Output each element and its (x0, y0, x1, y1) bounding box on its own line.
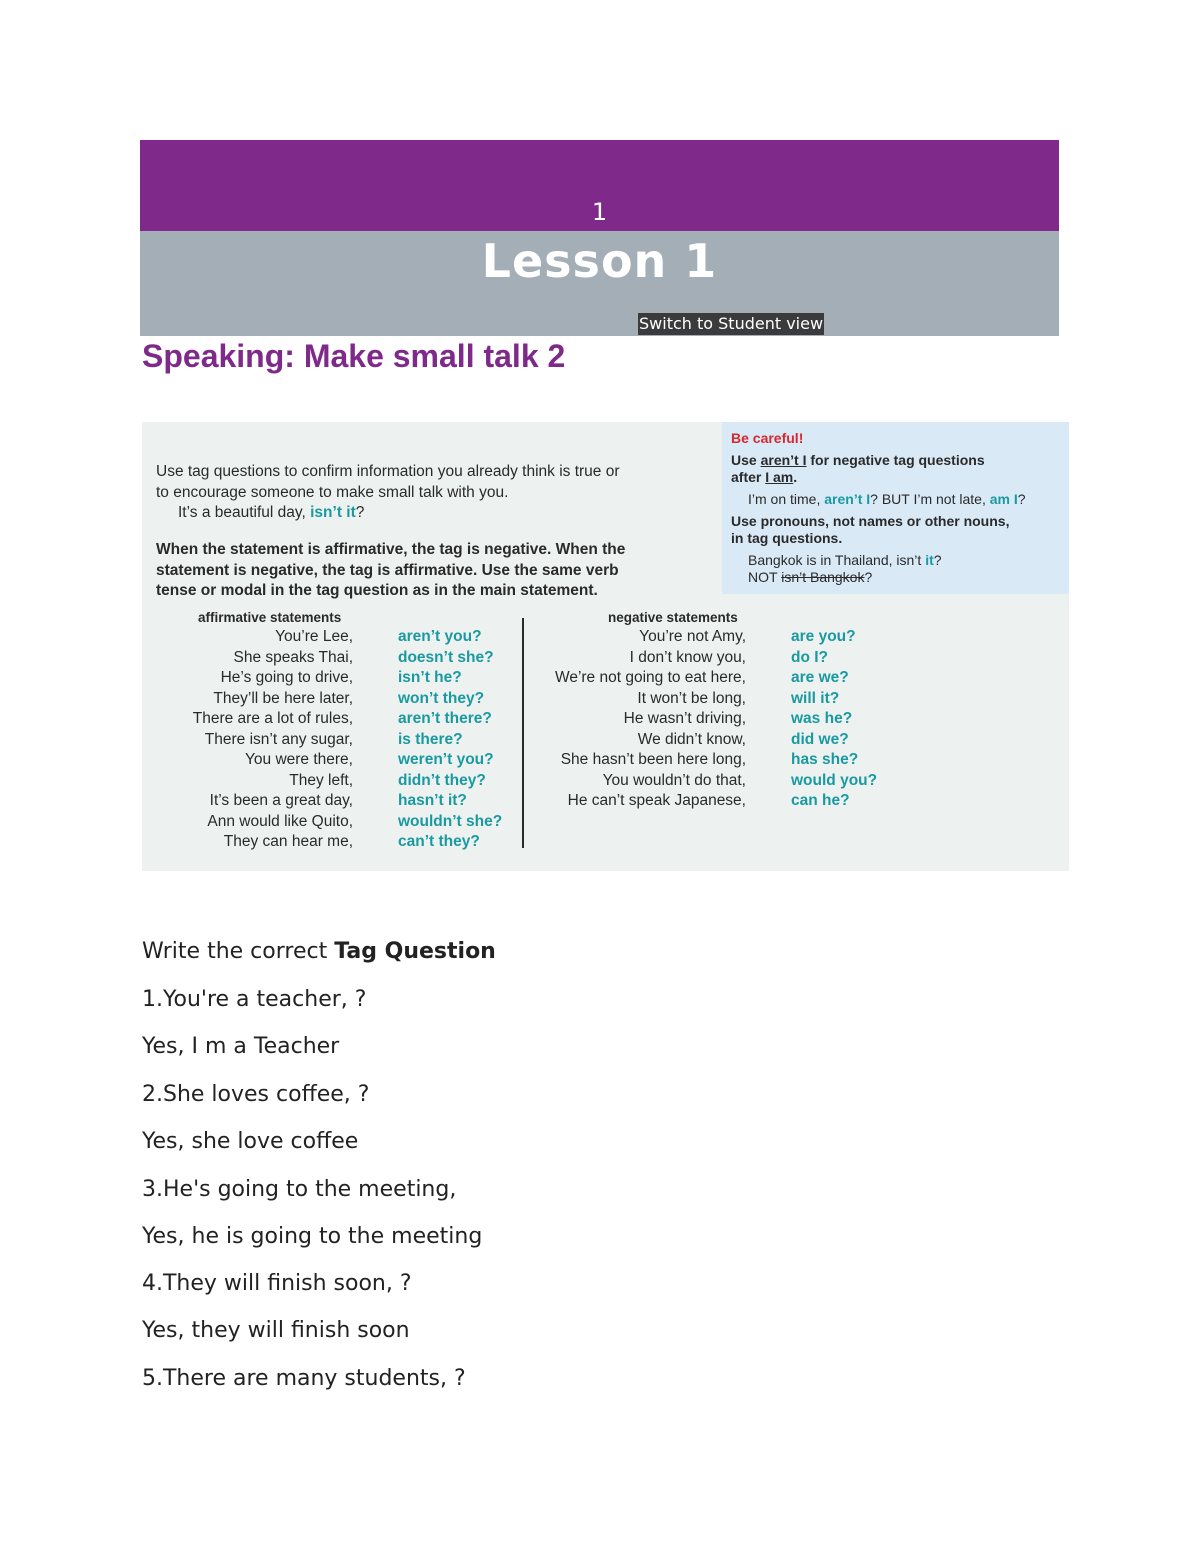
negative-tag: wouldn’t she? (398, 812, 503, 830)
be-careful-box (722, 422, 1069, 594)
exercise-instruction: Write the correct Tag Question (142, 939, 496, 964)
negative-tag: doesn’t she? (398, 648, 494, 666)
lesson-number: 1 (591, 198, 608, 226)
negative-statement: I don’t know you, (629, 648, 746, 666)
lesson-title: Lesson 1 (481, 234, 718, 288)
rule-line-2: statement is negative, the tag is affirmative. Use the same verb (156, 562, 619, 579)
affirmative-tag: has she? (791, 751, 859, 768)
affirmative-tag: was he? (791, 710, 853, 727)
column-divider (522, 618, 524, 848)
affirmative-statement: Ann would like Quito, (207, 812, 353, 830)
exercise-question-2: 2.She loves coffee, ? (142, 1082, 370, 1107)
affirmative-statement: She speaks Thai, (233, 648, 353, 666)
affirmative-tag: do I? (791, 648, 829, 666)
negative-statement: You’re not Amy, (639, 628, 746, 645)
rule-line-3: tense or modal in the tag question as in the main statement. (156, 582, 598, 599)
affirmative-statement: You’re Lee, (275, 628, 353, 645)
exercise-answer-3: Yes, he is going to the meeting (142, 1224, 483, 1249)
affirmative-tag: are we? (791, 669, 849, 686)
rule-line-1: When the statement is affirmative, the tag is negative. When the (156, 541, 626, 558)
negative-tag: weren’t you? (398, 751, 494, 768)
negative-header: negative statements (608, 610, 738, 625)
lesson-banner-bottom (140, 231, 1059, 336)
negative-tag: aren’t you? (398, 628, 482, 645)
negative-tag: is there? (398, 730, 463, 748)
careful-rule-2: Use pronouns, not names or other nouns, (731, 513, 1010, 529)
intro-line-2: to encourage someone to make small talk with you. (156, 484, 509, 501)
careful-example-1: I’m on time, aren’t I? BUT I’m not late, am I? (748, 491, 1026, 507)
negative-tag: hasn’t it? (398, 792, 467, 809)
exercise-answer-1: Yes, I m a Teacher (142, 1034, 340, 1059)
intro-line-1: Use tag questions to confirm information you already think is true or (156, 463, 620, 480)
section-heading: Speaking: Make small talk 2 (142, 338, 566, 374)
negative-statement: He can’t speak Japanese, (567, 792, 746, 809)
lesson-banner-top (140, 140, 1059, 231)
negative-tag: didn’t they? (398, 771, 486, 789)
affirmative-tag: would you? (791, 771, 878, 789)
affirmative-statement: They left, (289, 771, 353, 789)
affirmative-tag: did we? (791, 730, 849, 748)
affirmative-tag: will it? (791, 689, 840, 707)
careful-rule-2-cont: in tag questions. (731, 530, 843, 546)
careful-rule-1-cont: after I am. (731, 469, 798, 485)
negative-statements-column (555, 627, 746, 812)
exercise-answer-2: Yes, she love coffee (142, 1129, 359, 1154)
exercise-question-5: 5.There are many students, ? (142, 1366, 466, 1391)
negative-tag: won’t they? (398, 689, 485, 707)
negative-statement: She hasn’t been here long, (560, 751, 746, 768)
affirmative-tag: can he? (791, 792, 850, 809)
affirmative-statement: It’s been a great day, (209, 792, 353, 809)
negative-tags-column (791, 627, 877, 812)
negative-statement: You wouldn’t do that, (602, 771, 746, 789)
exercise-question-1: 1.You're a teacher, ? (142, 987, 367, 1012)
affirmative-statement: You were there, (244, 751, 353, 768)
affirmative-header: affirmative statements (198, 610, 342, 625)
exercise-question-3: 3.He's going to the meeting, (142, 1177, 457, 1202)
affirmative-tags-column (398, 627, 502, 853)
negative-tag: can’t they? (398, 833, 480, 850)
switch-to-student-view-button[interactable]: Switch to Student view (639, 314, 824, 333)
negative-statement: It won’t be long, (637, 689, 746, 707)
affirmative-statement: There are a lot of rules, (192, 710, 353, 727)
negative-tag: isn’t he? (398, 669, 462, 686)
careful-rule-1: Use aren’t I for negative tag questions (731, 452, 985, 468)
affirmative-statement: They’ll be here later, (213, 689, 353, 707)
negative-statement: We’re not going to eat here, (554, 669, 746, 686)
negative-statement: He wasn’t driving, (623, 710, 746, 727)
grammar-reference-panel (142, 422, 1069, 871)
careful-example-2: Bangkok is in Thailand, isn’t it? (748, 552, 942, 568)
affirmative-statement: He’s going to drive, (220, 669, 353, 686)
affirmative-tag: are you? (791, 628, 856, 645)
affirmative-statement: They can hear me, (223, 833, 353, 850)
exercise-answer-4: Yes, they will finish soon (142, 1318, 410, 1343)
intro-example: It’s a beautiful day, isn’t it? (178, 504, 365, 521)
negative-statement: We didn’t know, (637, 730, 746, 748)
negative-tag: aren’t there? (398, 710, 492, 727)
affirmative-statement: There isn’t any sugar, (204, 730, 353, 748)
be-careful-title: Be careful! (731, 430, 804, 446)
exercise-question-4: 4.They will finish soon, ? (142, 1271, 412, 1296)
affirmative-statements-column (193, 627, 353, 853)
careful-example-3: NOT isn’t Bangkok? (748, 569, 873, 585)
